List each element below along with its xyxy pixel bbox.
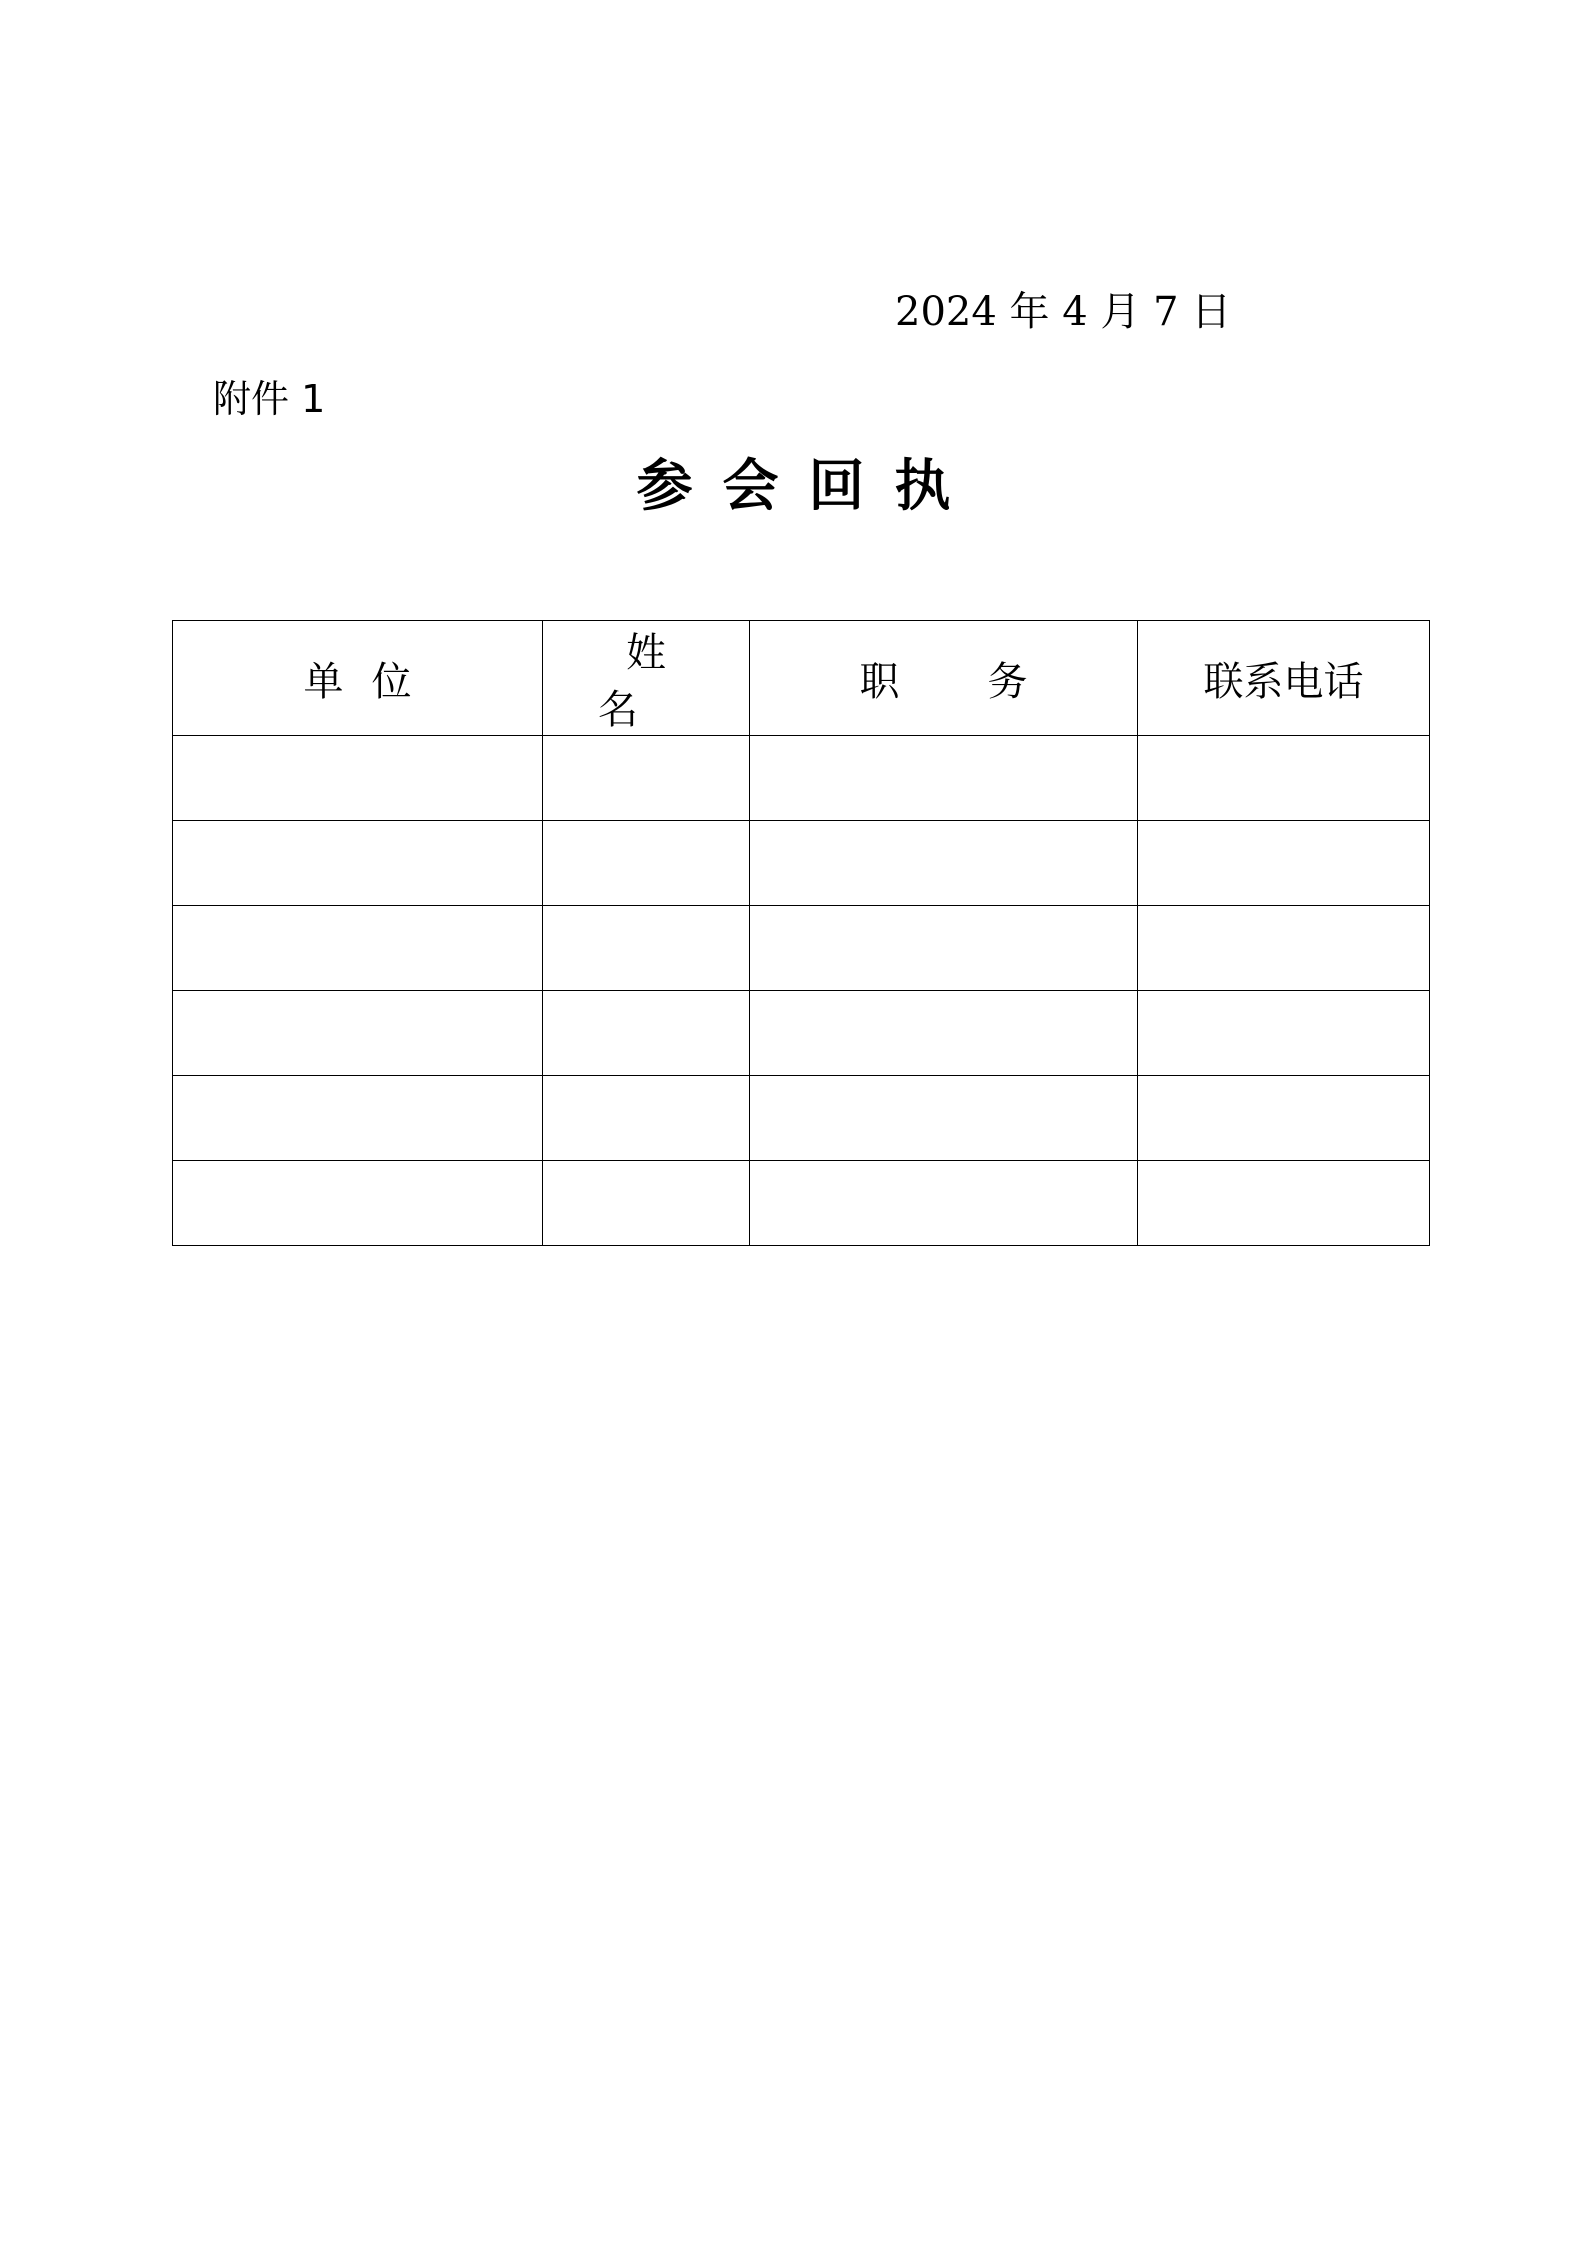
header-name: 姓名 <box>543 621 750 736</box>
cell-phone[interactable] <box>1138 1076 1430 1161</box>
cell-phone[interactable] <box>1138 906 1430 991</box>
cell-unit[interactable] <box>173 1161 543 1246</box>
cell-position[interactable] <box>750 991 1138 1076</box>
cell-unit[interactable] <box>173 821 543 906</box>
cell-name[interactable] <box>543 1161 750 1246</box>
table-row <box>173 991 1430 1076</box>
cell-phone[interactable] <box>1138 736 1430 821</box>
header-phone: 联系电话 <box>1138 621 1430 736</box>
cell-position[interactable] <box>750 821 1138 906</box>
cell-phone[interactable] <box>1138 821 1430 906</box>
cell-name[interactable] <box>543 906 750 991</box>
cell-phone[interactable] <box>1138 1161 1430 1246</box>
receipt-table <box>172 620 1430 1246</box>
cell-unit[interactable] <box>173 906 543 991</box>
table-row <box>173 1161 1430 1246</box>
cell-name[interactable] <box>543 1076 750 1161</box>
header-position: 职务 <box>750 621 1138 736</box>
table-row <box>173 1076 1430 1161</box>
cell-position[interactable] <box>750 1076 1138 1161</box>
document-date: 2024 年 4 月 7 日 <box>895 289 1232 335</box>
cell-unit[interactable] <box>173 991 543 1076</box>
cell-phone[interactable] <box>1138 991 1430 1076</box>
cell-name[interactable] <box>543 821 750 906</box>
cell-position[interactable] <box>750 906 1138 991</box>
attachment-label: 附件 1 <box>213 377 326 421</box>
table-row <box>173 736 1430 821</box>
cell-name[interactable] <box>543 991 750 1076</box>
table-header-row <box>173 621 1430 736</box>
cell-position[interactable] <box>750 736 1138 821</box>
cell-unit[interactable] <box>173 1076 543 1161</box>
cell-position[interactable] <box>750 1161 1138 1246</box>
page-title: 参会回执 <box>636 453 981 519</box>
table-row <box>173 906 1430 991</box>
cell-unit[interactable] <box>173 736 543 821</box>
table-row <box>173 821 1430 906</box>
cell-name[interactable] <box>543 736 750 821</box>
header-unit: 单位 <box>173 621 543 736</box>
